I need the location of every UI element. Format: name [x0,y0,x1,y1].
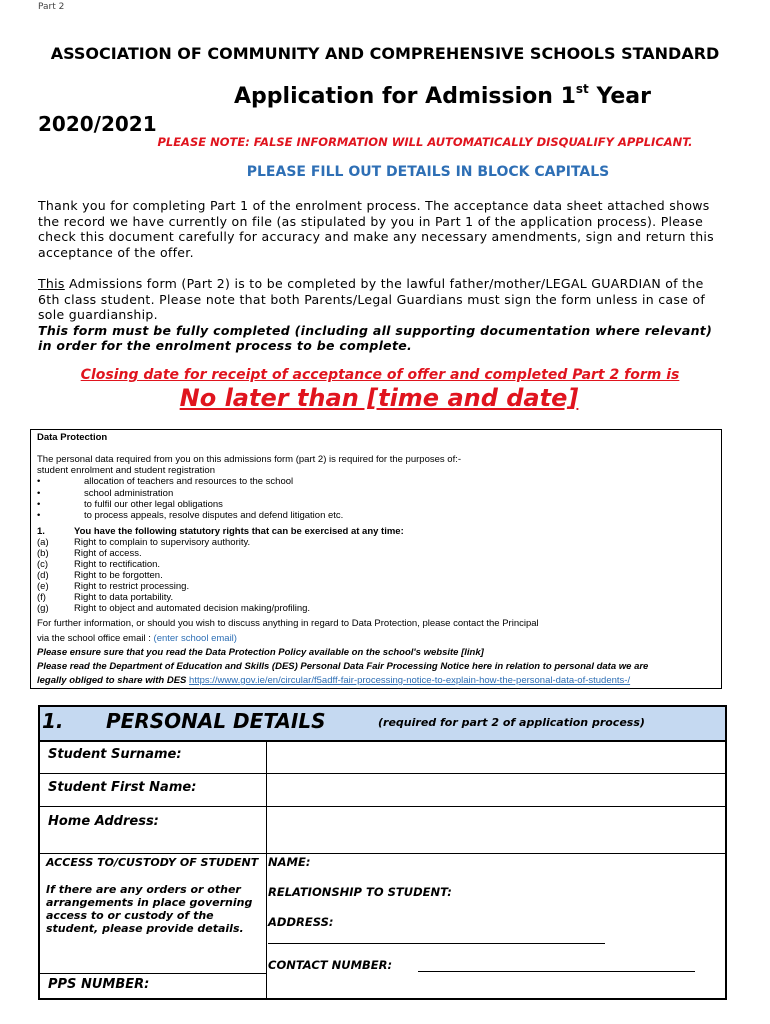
purpose-item: to process appeals, resolve disputes and defend litigation etc. [84,510,344,521]
bullet-icon: • [37,488,41,499]
purpose-item: allocation of teachers and resources to the school [84,476,294,487]
rights-heading: You have the following statutory rights that can be exercised at any time: [74,526,404,537]
right-text: Right to data portability. [74,592,174,603]
section-number: 1. [42,709,64,733]
bullet-icon: • [37,476,41,487]
block-capitals-note: PLEASE FILL OUT DETAILS IN BLOCK CAPITALS [246,164,610,180]
purpose-item: to fulfil our other legal obligations [84,499,223,510]
first-name-label: Student First Name: [48,780,197,795]
purpose-item: school administration [84,488,174,499]
completion-text: Admissions form (Part 2) is to be completed by the lawful father/mother/LEGAL GUARDIAN of the 6th class student. Please note that both Parents/Legal Guardians must sign the form unless in case of sole guardianship. [38,276,706,322]
surname-row [40,742,725,774]
des-link-line [37,675,630,686]
home-address-field[interactable] [268,807,725,853]
via-email-text: via the school office email : [37,633,151,644]
right-text: Right to be forgotten. [74,570,163,581]
deadline-text: No later than [time and date] [179,384,579,412]
bullet-icon: • [37,510,41,521]
personal-details-header [40,707,725,742]
right-letter: (a) [37,537,49,548]
relationship-label: RELATIONSHIP TO STUDENT: [268,885,452,899]
address-row [40,807,725,854]
data-protection-heading: Data Protection [37,432,108,443]
contact-number-label: CONTACT NUMBER: [268,958,393,972]
application-title-sup: st [575,82,589,96]
closing-date-text: Closing date for receipt of acceptance of offer and completed Part 2 form is [80,367,680,383]
further-info-text: For further information, or should you wish to discuss anything in regard to Data Protection, please contact the Principal [37,618,539,629]
data-protection-intro: The personal data required from you on this admissions form (part 2) is required for the purposes of:- [37,454,462,465]
guardian-name-label: NAME: [268,855,311,869]
right-text: Right to object and automated decision making/profiling. [74,603,311,614]
des-note: Please read the Department of Education and Skills (DES) Personal Data Fair Processing Notice here in relation to personal data we are [37,661,649,672]
school-email-placeholder: (enter school email) [153,633,237,644]
pps-number-label: PPS NUMBER: [48,977,150,992]
intro-paragraph: Thank you for completing Part 1 of the enrolment process. The acceptance data sheet attached shows the record we have currently on file (as stipulated by you in Part 1 of the application process). Please check this document carefully for accuracy and make any necessary amendments, sign and return this acceptance of the offer. [38,198,714,260]
right-letter: (c) [37,559,49,570]
right-text: Right to rectification. [74,559,161,570]
first-name-row [40,774,725,807]
right-text: Right to complain to supervisory authority. [74,537,251,548]
right-letter: (b) [37,548,49,559]
this-word: This [38,276,65,291]
surname-field[interactable] [268,742,725,773]
purpose-item: student enrolment and student registration [37,465,215,476]
data-protection-box [30,429,722,689]
completion-requirement: This form must be fully completed (including all supporting documentation where relevant) in order for the enrolment process to be complete. [38,322,713,353]
address-input-line[interactable] [268,943,605,944]
section-title: PERSONAL DETAILS [106,709,326,733]
part-label: Part 2 [38,2,65,12]
surname-label: Student Surname: [48,747,182,762]
guardian-address-label: ADDRESS: [268,915,334,929]
first-name-field[interactable] [268,774,725,806]
bullet-icon: • [37,499,41,510]
right-letter: (d) [37,570,49,581]
right-letter: (g) [37,603,49,614]
application-title [234,84,651,109]
home-address-label: Home Address: [48,814,159,829]
des-notice-link[interactable]: https://www.gov.ie/en/circular/f5adff-fair-processing-notice-to-explain-how-the-personal-data-of-students-/ [189,675,631,686]
school-email-line [37,633,237,644]
association-title: ASSOCIATION OF COMMUNITY AND COMPREHENSIVE SCHOOLS STANDARD [50,44,720,63]
des-note-continued: legally obliged to share with DES [37,675,187,686]
false-info-note: PLEASE NOTE: FALSE INFORMATION WILL AUTOMATICALLY DISQUALIFY APPLICANT. [157,135,693,149]
rights-number: 1. [37,526,45,537]
contact-number-line[interactable] [418,971,695,972]
section-required-note: (required for part 2 of application process) [378,716,645,729]
pps-divider [40,973,267,974]
right-text: Right of access. [74,548,142,559]
personal-details-table [38,705,727,1000]
right-letter: (f) [37,592,46,603]
right-text: Right to restrict processing. [74,581,190,592]
application-title-end: Year [588,84,651,109]
completion-paragraph [38,276,728,354]
application-title-main: Application for Admission 1 [234,84,576,109]
academic-year: 2020/2021 [38,112,157,136]
access-custody-label: ACCESS TO/CUSTODY OF STUDENT [46,856,259,869]
policy-note: Please ensure sure that you read the Data Protection Policy available on the school's website [link] [37,647,484,658]
right-letter: (e) [37,581,49,592]
access-custody-note: If there are any orders or other arrangements in place governing access to or custody of the student, please provide details. [46,883,253,935]
